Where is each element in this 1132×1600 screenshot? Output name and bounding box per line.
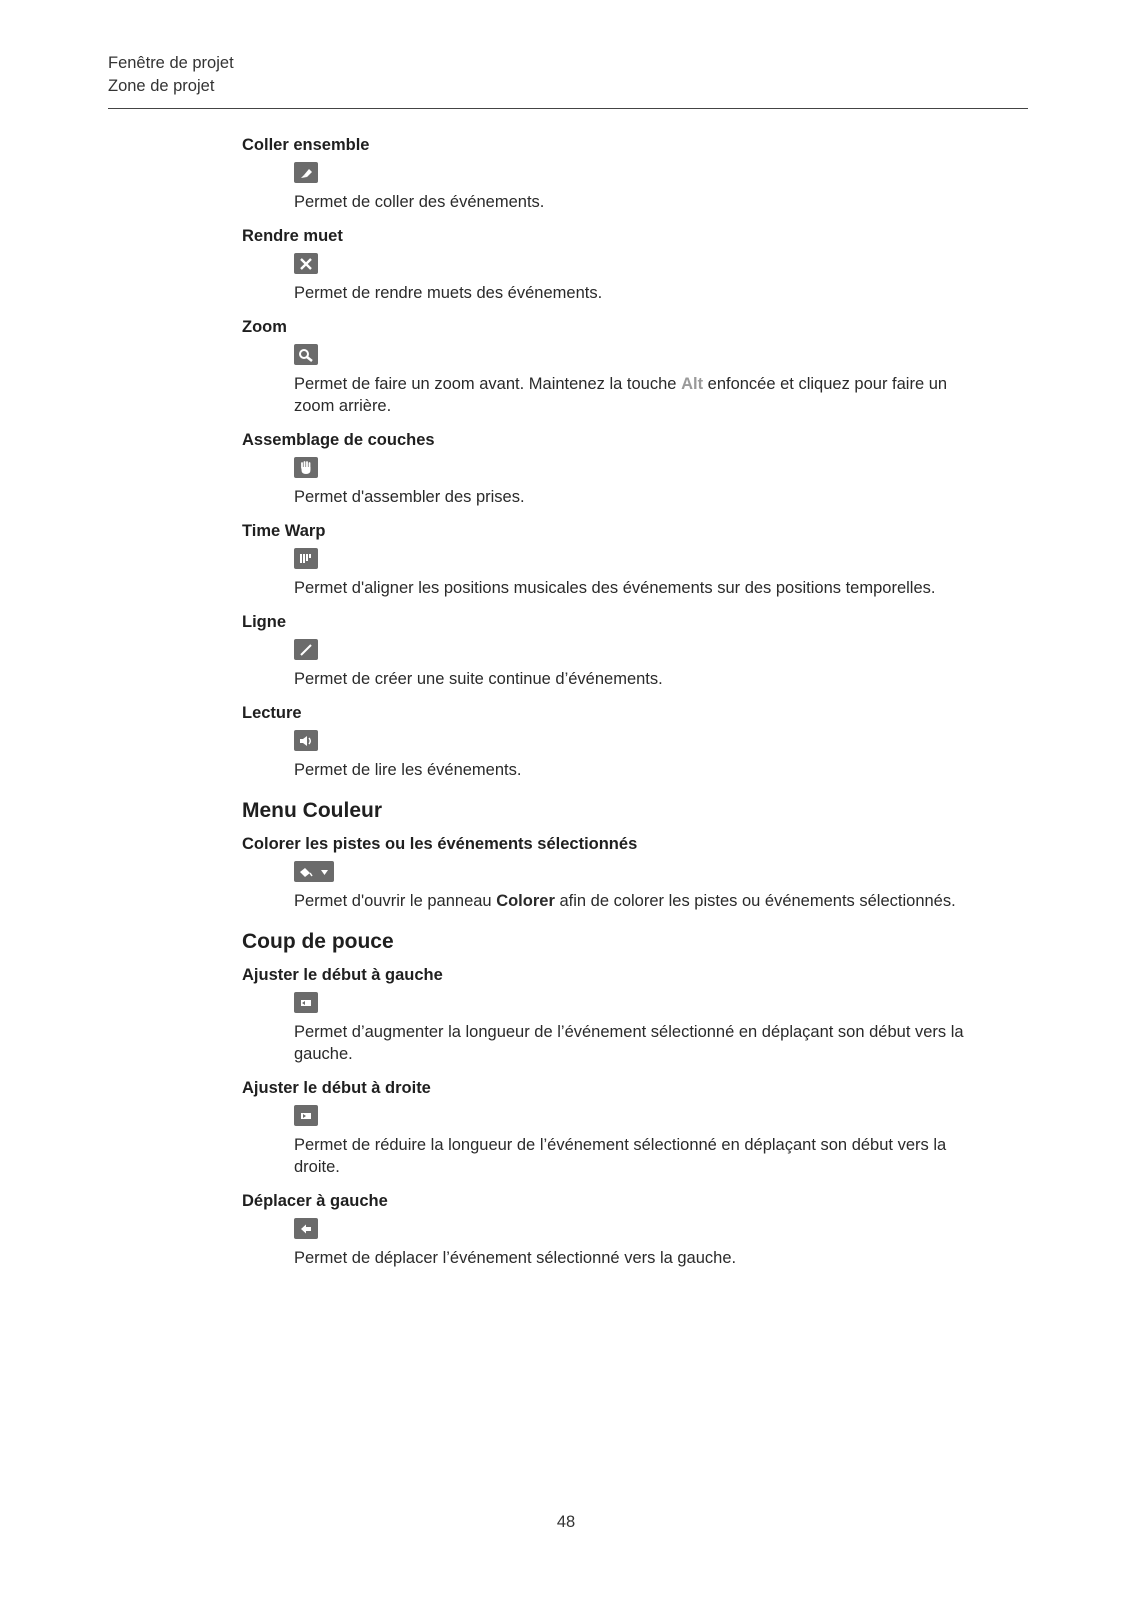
desc-text: Permet d'ouvrir le panneau bbox=[294, 892, 497, 910]
item-description: Permet de déplacer l’événement sélectionné vers la gauche. bbox=[294, 1249, 737, 1267]
item-description: Permet d'assembler des prises. bbox=[294, 488, 525, 506]
section-title-menu-couleur: Menu Couleur bbox=[242, 799, 382, 822]
desc-text: afin de colorer les pistes ou événements sélectionnés. bbox=[554, 892, 956, 910]
time-warp-icon bbox=[294, 548, 318, 569]
item-title: Assemblage de couches bbox=[242, 431, 435, 449]
item-ajuster-debut-droite bbox=[242, 1077, 982, 1178]
item-title: Ajuster le début à gauche bbox=[242, 966, 443, 984]
item-description: Permet de rendre muets des événements. bbox=[294, 284, 603, 302]
item-rendre-muet bbox=[242, 225, 982, 304]
item-description: Permet de réduire la longueur de l’événement sélectionné en déplaçant son début vers la droite. bbox=[294, 1136, 947, 1176]
move-left-icon bbox=[294, 1218, 318, 1239]
item-deplacer-gauche bbox=[242, 1190, 982, 1269]
trim-start-left-icon bbox=[294, 992, 318, 1013]
header-section: Zone de projet bbox=[108, 77, 215, 95]
item-title: Lecture bbox=[242, 704, 302, 722]
item-title: Coller ensemble bbox=[242, 136, 370, 154]
item-description: Permet de lire les événements. bbox=[294, 761, 522, 779]
item-description: Permet d'aligner les positions musicales des événements sur des positions temporelles. bbox=[294, 579, 936, 597]
item-lecture bbox=[242, 702, 982, 781]
desc-text: Permet de faire un zoom avant. Maintenez la touche bbox=[294, 375, 682, 393]
zoom-icon bbox=[294, 344, 318, 365]
panel-name: Colorer bbox=[496, 892, 555, 910]
item-title: Rendre muet bbox=[242, 227, 343, 245]
item-description: Permet d’augmenter la longueur de l’événement sélectionné en déplaçant son début vers la gauche. bbox=[294, 1023, 964, 1063]
item-colorer bbox=[242, 833, 982, 912]
item-ajuster-debut-gauche bbox=[242, 964, 982, 1065]
header-divider bbox=[108, 108, 1028, 109]
item-title: Ligne bbox=[242, 613, 286, 631]
item-title: Time Warp bbox=[242, 522, 326, 540]
item-title: Déplacer à gauche bbox=[242, 1192, 388, 1210]
item-title: Ajuster le début à droite bbox=[242, 1079, 431, 1097]
item-description: Permet de coller des événements. bbox=[294, 193, 545, 211]
mute-x-icon bbox=[294, 253, 318, 274]
item-title: Colorer les pistes ou les événements sélectionnés bbox=[242, 835, 638, 853]
glue-icon bbox=[294, 162, 318, 183]
running-header bbox=[108, 52, 234, 98]
section-title-coup-de-pouce: Coup de pouce bbox=[242, 930, 394, 953]
hand-icon bbox=[294, 457, 318, 478]
item-time-warp bbox=[242, 520, 982, 599]
item-title: Zoom bbox=[242, 318, 287, 336]
trim-start-right-icon bbox=[294, 1105, 318, 1126]
main-content bbox=[242, 134, 982, 1281]
item-assemblage-couches bbox=[242, 429, 982, 508]
page-number: 48 bbox=[556, 1513, 576, 1531]
line-icon bbox=[294, 639, 318, 660]
speaker-icon bbox=[294, 730, 318, 751]
item-coller-ensemble bbox=[242, 134, 982, 213]
item-zoom bbox=[242, 316, 982, 417]
item-description: Permet de créer une suite continue d’événements. bbox=[294, 670, 663, 688]
color-bucket-dropdown-icon bbox=[294, 861, 334, 882]
desc-text: enfoncée et cliquez pour faire un zoom arrière. bbox=[294, 375, 948, 415]
header-chapter: Fenêtre de projet bbox=[108, 54, 234, 72]
item-description bbox=[294, 373, 982, 417]
key-alt: Alt bbox=[681, 375, 704, 393]
item-ligne bbox=[242, 611, 982, 690]
item-description bbox=[294, 890, 982, 912]
